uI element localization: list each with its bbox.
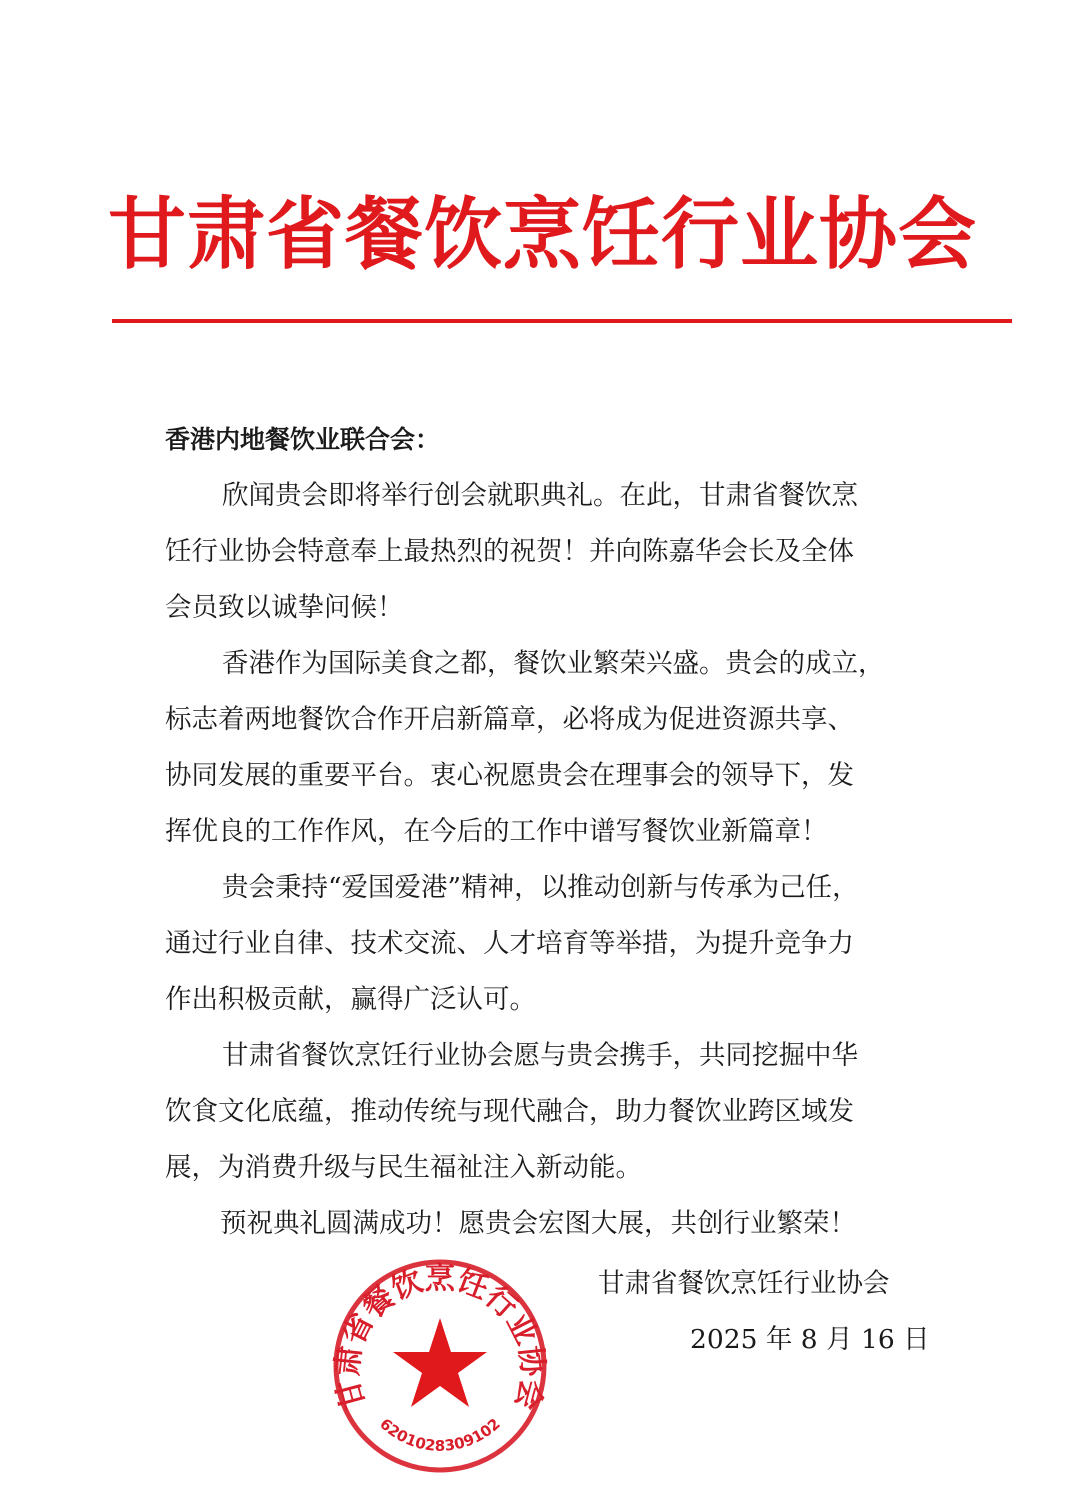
- letterhead-divider: [112, 319, 1012, 323]
- body-line: 预祝典礼圆满成功！愿贵会宏图大展，共创行业繁荣！: [220, 1208, 856, 1239]
- salutation: 香港内地餐饮业联合会：: [165, 425, 441, 454]
- body-line: 香港作为国际美食之都，餐饮业繁荣兴盛。贵会的成立，: [222, 648, 885, 679]
- body-line: 饮食文化底蕴，推动传统与现代融合，助力餐饮业跨区域发: [165, 1096, 854, 1127]
- body-line: 欣闻贵会即将举行创会就职典礼。在此，甘肃省餐饮烹: [222, 480, 858, 511]
- body-line: 标志着两地餐饮合作开启新篇章，必将成为促进资源共享、: [165, 704, 854, 735]
- body-line: 协同发展的重要平台。衷心祝愿贵会在理事会的领导下，发: [165, 760, 854, 791]
- body-line: 展，为消费升级与民生福祉注入新动能。: [165, 1152, 642, 1183]
- body-line: 挥优良的工作作风，在今后的工作中谱写餐饮业新篇章！: [165, 816, 828, 847]
- body-line: 甘肃省餐饮烹饪行业协会愿与贵会携手，共同挖掘中华: [222, 1040, 858, 1071]
- body-line: 通过行业自律、技术交流、人才培育等举措，为提升竞争力: [165, 928, 854, 959]
- signature-org: 甘肃省餐饮烹饪行业协会: [598, 1268, 890, 1299]
- star-icon: [393, 1318, 487, 1407]
- body-line: 饪行业协会特意奉上最热烈的祝贺！并向陈嘉华会长及全体: [165, 536, 854, 567]
- body-line: 作出积极贡献，赢得广泛认可。: [165, 984, 536, 1015]
- official-seal: [330, 1256, 550, 1476]
- letterhead-title: 甘肃省餐饮烹饪行业协会: [108, 190, 978, 280]
- body-line: 贵会秉持“爱国爱港”精神，以推动创新与传承为己任，: [222, 872, 859, 903]
- body-line: 会员致以诚挚问候！: [165, 592, 404, 623]
- seal-text: 甘肃省餐饮烹饪行业协会: [330, 1261, 550, 1414]
- signature-date: 2025 年 8 月 16 日: [690, 1324, 930, 1355]
- seal-code: 6201028309102: [376, 1414, 504, 1455]
